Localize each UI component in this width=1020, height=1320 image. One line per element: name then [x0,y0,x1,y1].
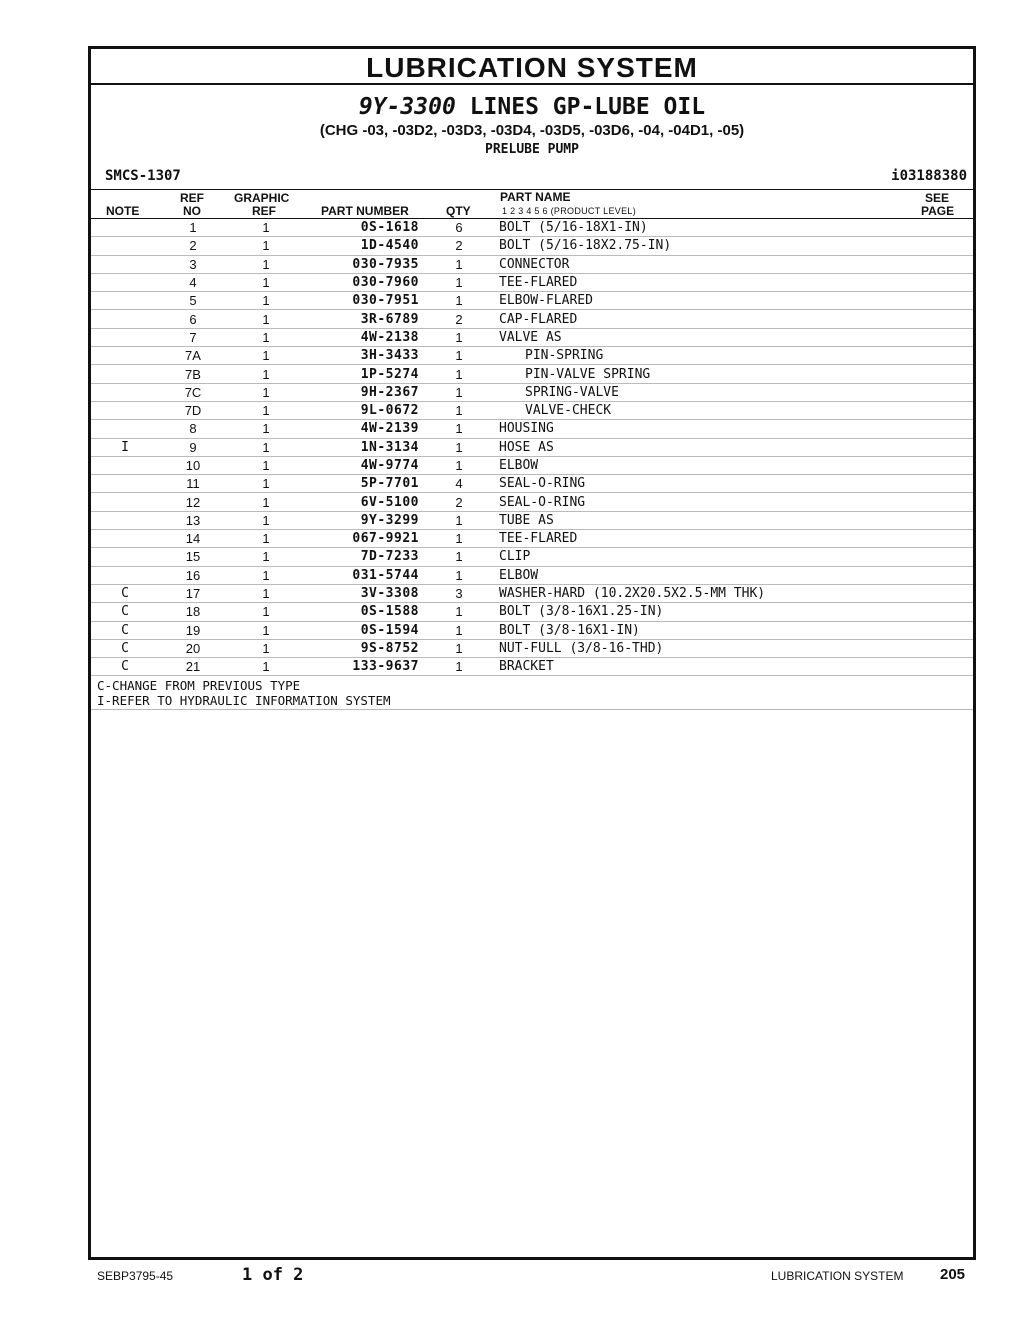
notes-block [91,676,973,710]
part-number-cell: 9H-2367 [305,383,419,401]
ref-no-cell: 1 [159,219,227,237]
qty-cell: 1 [419,401,499,419]
ref-no-cell: 14 [159,530,227,548]
note-cell [91,475,159,493]
qty-cell: 1 [419,383,499,401]
section-title: LUBRICATION SYSTEM [91,49,973,85]
graphic-ref-cell: 1 [227,273,305,291]
part-number-cell: 133-9637 [305,658,419,676]
part-name-cell: VALVE-CHECK [499,401,973,419]
qty-cell: 1 [419,255,499,273]
qty-cell: 1 [419,292,499,310]
part-name-cell: ELBOW-FLARED [499,292,973,310]
note-cell [91,292,159,310]
table-row [91,347,973,365]
qty-cell: 2 [419,493,499,511]
note-cell [91,530,159,548]
ref-no-cell: 3 [159,255,227,273]
parts-page-frame [88,46,976,1260]
part-number-cell: 0S-1594 [305,621,419,639]
col-ref-bottom: NO [183,204,201,218]
col-note: NOTE [106,204,140,218]
note-cell: C [91,584,159,602]
note-cell [91,328,159,346]
part-number-cell: 1P-5274 [305,365,419,383]
qty-cell: 1 [419,365,499,383]
graphic-ref-cell: 1 [227,566,305,584]
note-cell [91,347,159,365]
ref-no-cell: 9 [159,438,227,456]
group-subtitle: PRELUBE PUMP [485,142,579,157]
qty-cell: 1 [419,621,499,639]
table-row [91,475,973,493]
col-part-number: PART NUMBER [321,204,409,218]
ref-no-cell: 7 [159,328,227,346]
part-name-cell: BRACKET [499,658,973,676]
note-cell: C [91,621,159,639]
table-row [91,292,973,310]
note-cell: I [91,438,159,456]
table-row [91,530,973,548]
note-cell [91,310,159,328]
qty-cell: 1 [419,639,499,657]
qty-cell: 1 [419,603,499,621]
ref-no-cell: 4 [159,273,227,291]
graphic-ref-cell: 1 [227,548,305,566]
qty-cell: 1 [419,273,499,291]
part-name-cell: SEAL-O-RING [499,493,973,511]
qty-cell: 2 [419,237,499,255]
col-product-levels: 1 2 3 4 5 6 (PRODUCT LEVEL) [502,206,636,216]
part-name-cell: CLIP [499,548,973,566]
ref-no-cell: 21 [159,658,227,676]
ref-no-cell: 11 [159,475,227,493]
ref-no-cell: 20 [159,639,227,657]
qty-cell: 4 [419,475,499,493]
note-cell [91,365,159,383]
table-row [91,219,973,237]
graphic-ref-cell: 1 [227,365,305,383]
part-name-cell: VALVE AS [499,328,973,346]
info-id: i03188380 [891,168,967,184]
table-row [91,603,973,621]
table-row [91,639,973,657]
part-number-cell: 030-7935 [305,255,419,273]
footer-page-number: 205 [940,1266,966,1283]
ref-no-cell: 6 [159,310,227,328]
note-cell [91,511,159,529]
qty-cell: 1 [419,456,499,474]
note-cell [91,493,159,511]
qty-cell: 1 [419,511,499,529]
graphic-ref-cell: 1 [227,621,305,639]
part-number-cell: 9Y-3299 [305,511,419,529]
part-name-cell: BOLT (3/8-16X1-IN) [499,621,973,639]
table-row [91,255,973,273]
graphic-ref-cell: 1 [227,219,305,237]
ref-no-cell: 18 [159,603,227,621]
table-row [91,401,973,419]
ref-no-cell: 13 [159,511,227,529]
table-row [91,365,973,383]
part-name-cell: HOSE AS [499,438,973,456]
part-number-cell: 3R-6789 [305,310,419,328]
graphic-ref-cell: 1 [227,347,305,365]
col-graphic-bottom: REF [252,204,276,218]
col-graphic-top: GRAPHIC [234,191,290,205]
table-row [91,621,973,639]
graphic-ref-cell: 1 [227,658,305,676]
column-header [91,190,973,219]
ref-no-cell: 7C [159,383,227,401]
qty-cell: 1 [419,548,499,566]
table-row [91,310,973,328]
part-name-cell: TEE-FLARED [499,530,973,548]
graphic-ref-cell: 1 [227,420,305,438]
part-name-cell: ELBOW [499,566,973,584]
page-footer [0,1265,1020,1289]
ref-no-cell: 15 [159,548,227,566]
part-number-cell: 031-5744 [305,566,419,584]
note-cell [91,420,159,438]
part-number-cell: 1D-4540 [305,237,419,255]
col-qty: QTY [446,204,471,218]
note-cell [91,456,159,474]
note-cell [91,219,159,237]
table-row [91,383,973,401]
graphic-ref-cell: 1 [227,328,305,346]
id-row [91,165,973,190]
smcs-code: SMCS-1307 [105,168,181,184]
ref-no-cell: 7B [159,365,227,383]
parts-table [91,219,973,676]
graphic-ref-cell: 1 [227,255,305,273]
graphic-ref-cell: 1 [227,639,305,657]
graphic-ref-cell: 1 [227,310,305,328]
part-name-cell: BOLT (5/16-18X2.75-IN) [499,237,973,255]
part-name-cell: HOUSING [499,420,973,438]
note-cell [91,548,159,566]
ref-no-cell: 2 [159,237,227,255]
part-name-cell: PIN-VALVE SPRING [499,365,973,383]
col-part-name: PART NAME [500,190,571,204]
note-cell [91,273,159,291]
footer-sheet: 1 of 2 [242,1265,304,1285]
part-number-cell: 067-9921 [305,530,419,548]
parts-table-body [91,219,973,676]
graphic-ref-cell: 1 [227,456,305,474]
part-number-cell: 1N-3134 [305,438,419,456]
table-row [91,456,973,474]
part-number-cell: 3V-3308 [305,584,419,602]
table-row [91,328,973,346]
table-row [91,548,973,566]
ref-no-cell: 16 [159,566,227,584]
graphic-ref-cell: 1 [227,401,305,419]
qty-cell: 1 [419,328,499,346]
table-row [91,493,973,511]
note-change: C-CHANGE FROM PREVIOUS TYPE [97,678,301,694]
note-cell: C [91,603,159,621]
col-see-top: SEE [925,191,950,205]
part-name-cell: BOLT (5/16-18X1-IN) [499,219,973,237]
part-name-cell: SEAL-O-RING [499,475,973,493]
qty-cell: 1 [419,658,499,676]
group-part-number: 9Y-3300 [358,94,456,120]
qty-cell: 1 [419,566,499,584]
table-row [91,584,973,602]
group-name: LINES GP-LUBE OIL [469,94,706,120]
ref-no-cell: 19 [159,621,227,639]
table-row [91,438,973,456]
part-name-cell: WASHER-HARD (10.2X20.5X2.5-MM THK) [499,584,973,602]
part-number-cell: 0S-1618 [305,219,419,237]
part-name-cell: CAP-FLARED [499,310,973,328]
graphic-ref-cell: 1 [227,511,305,529]
graphic-ref-cell: 1 [227,603,305,621]
part-name-cell: SPRING-VALVE [499,383,973,401]
graphic-ref-cell: 1 [227,383,305,401]
graphic-ref-cell: 1 [227,292,305,310]
table-row [91,566,973,584]
ref-no-cell: 5 [159,292,227,310]
note-hydraulic: I-REFER TO HYDRAULIC INFORMATION SYSTEM [97,693,391,709]
ref-no-cell: 7D [159,401,227,419]
graphic-ref-cell: 1 [227,237,305,255]
part-number-cell: 9L-0672 [305,401,419,419]
col-ref-top: REF [180,191,204,205]
part-number-cell: 5P-7701 [305,475,419,493]
part-number-cell: 4W-9774 [305,456,419,474]
table-row [91,658,973,676]
note-cell [91,237,159,255]
note-cell [91,255,159,273]
part-name-cell: TEE-FLARED [499,273,973,291]
ref-no-cell: 10 [159,456,227,474]
ref-no-cell: 8 [159,420,227,438]
part-name-cell: CONNECTOR [499,255,973,273]
change-levels: (CHG -03, -03D2, -03D3, -03D4, -03D5, -03D6, -04, -04D1, -05) [319,122,745,139]
part-number-cell: 7D-7233 [305,548,419,566]
graphic-ref-cell: 1 [227,530,305,548]
footer-doc-id: SEBP3795-45 [97,1269,174,1283]
part-number-cell: 030-7951 [305,292,419,310]
graphic-ref-cell: 1 [227,475,305,493]
qty-cell: 1 [419,530,499,548]
col-see-bottom: PAGE [921,204,955,218]
part-number-cell: 9S-8752 [305,639,419,657]
footer-section: LUBRICATION SYSTEM [771,1269,904,1283]
qty-cell: 1 [419,438,499,456]
part-name-cell: ELBOW [499,456,973,474]
table-row [91,237,973,255]
ref-no-cell: 17 [159,584,227,602]
note-cell [91,383,159,401]
part-number-cell: 3H-3433 [305,347,419,365]
graphic-ref-cell: 1 [227,493,305,511]
graphic-ref-cell: 1 [227,438,305,456]
qty-cell: 3 [419,584,499,602]
table-row [91,273,973,291]
note-cell: C [91,639,159,657]
qty-cell: 2 [419,310,499,328]
part-number-cell: 030-7960 [305,273,419,291]
qty-cell: 1 [419,420,499,438]
qty-cell: 6 [419,219,499,237]
part-name-cell: TUBE AS [499,511,973,529]
ref-no-cell: 7A [159,347,227,365]
part-number-cell: 0S-1588 [305,603,419,621]
note-cell [91,566,159,584]
qty-cell: 1 [419,347,499,365]
group-title [91,93,973,121]
part-number-cell: 4W-2139 [305,420,419,438]
part-name-cell: BOLT (3/8-16X1.25-IN) [499,603,973,621]
table-row [91,420,973,438]
ref-no-cell: 12 [159,493,227,511]
note-cell [91,401,159,419]
note-cell: C [91,658,159,676]
part-name-cell: PIN-SPRING [499,347,973,365]
graphic-ref-cell: 1 [227,584,305,602]
part-number-cell: 4W-2138 [305,328,419,346]
table-row [91,511,973,529]
part-name-cell: NUT-FULL (3/8-16-THD) [499,639,973,657]
part-number-cell: 6V-5100 [305,493,419,511]
